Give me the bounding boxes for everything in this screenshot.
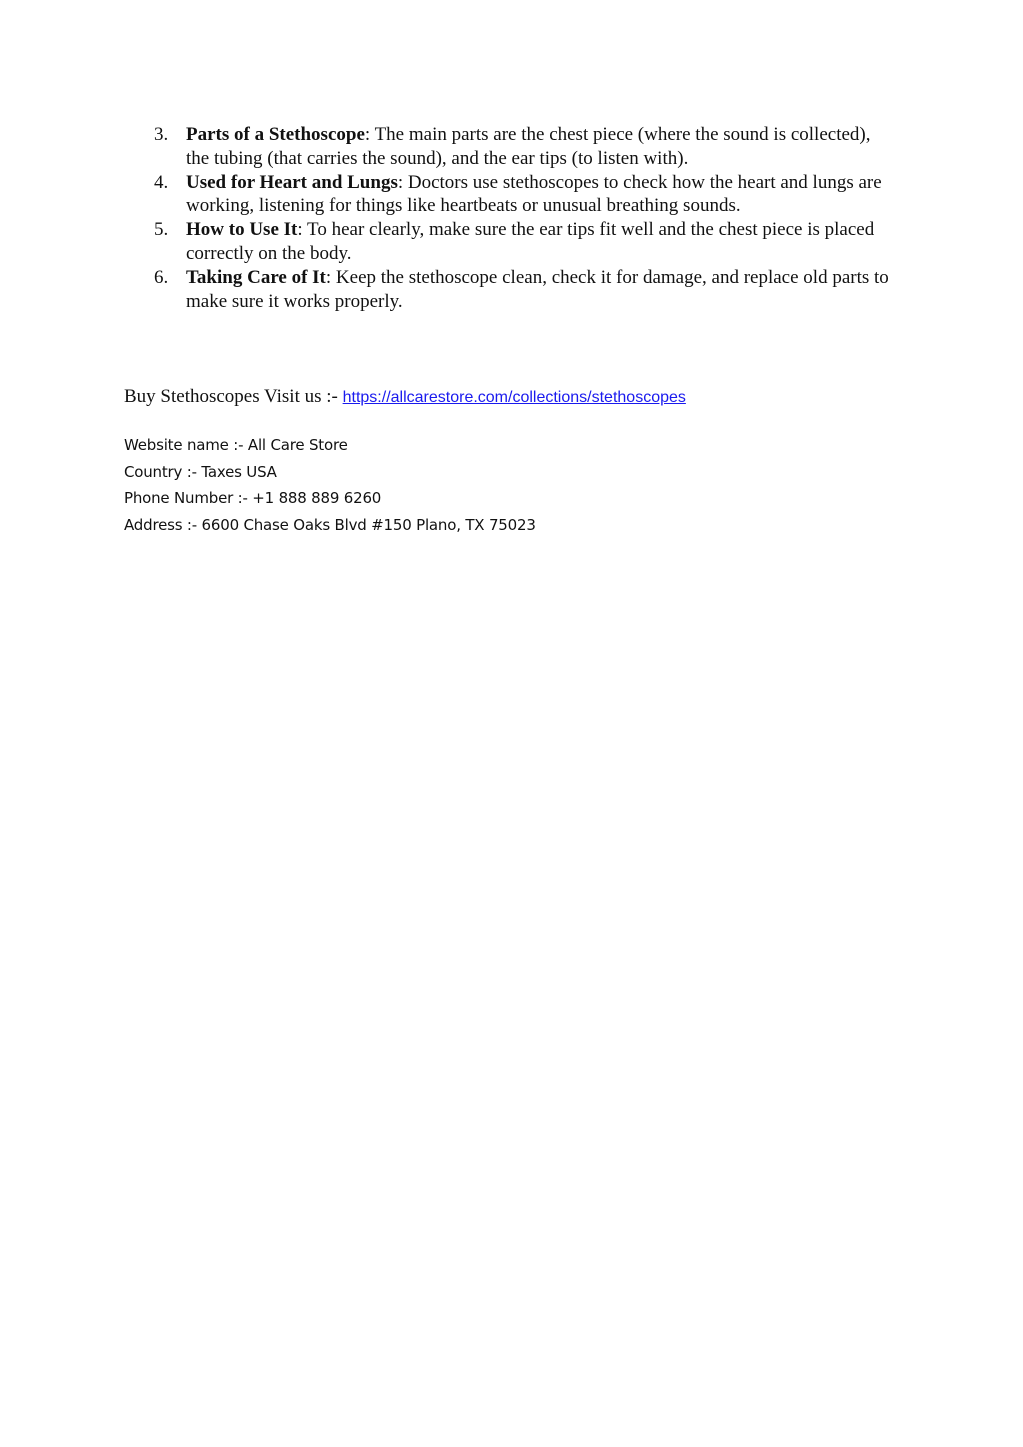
list-item-number: 5. [154, 219, 169, 241]
list-item-term: Parts of a Stethoscope [186, 124, 365, 145]
list-item-term: How to Use It [186, 219, 298, 241]
website-name-line: Website name :- All Care Store [124, 436, 348, 454]
list-item-number: 4. [154, 171, 169, 193]
list-item-number: 3. [154, 124, 169, 145]
list-item-term: Taking Care of It [186, 266, 326, 288]
numbered-list [124, 123, 894, 313]
list-item-text: : Keep the stethoscope clean, check it for damage, and replace old parts to make sure it works properly. [186, 266, 889, 312]
list-item [124, 266, 894, 314]
list-item-number: 6. [154, 266, 169, 288]
list-item-text: : To hear clearly, make sure the ear tips fit well and the chest piece is placed correctly on the body. [186, 219, 875, 264]
contact-block [124, 432, 536, 538]
list-item [124, 171, 894, 219]
visit-line [124, 385, 686, 410]
visit-label: Buy Stethoscopes Visit us :- [124, 386, 343, 407]
address-line: Address :- 6600 Chase Oaks Blvd #150 Plano, TX 75023 [124, 515, 536, 534]
country-line: Country :- Taxes USA [124, 462, 277, 481]
list-item-text: : The main parts are the chest piece (where the sound is collected), the tubing (that carries the sound), and the ear tips (to listen with). [186, 124, 871, 169]
list-item [124, 123, 894, 171]
list-item [124, 218, 894, 266]
list-item-text: : Doctors use stethoscopes to check how the heart and lungs are working, listening for things like heartbeats or unusual breathing sounds. [186, 171, 882, 217]
store-link[interactable]: https://allcarestore.com/collections/stethoscopes [342, 389, 686, 406]
phone-number-line: Phone Number :- +1 888 889 6260 [124, 489, 382, 508]
list-item-term: Used for Heart and Lungs [186, 171, 398, 193]
